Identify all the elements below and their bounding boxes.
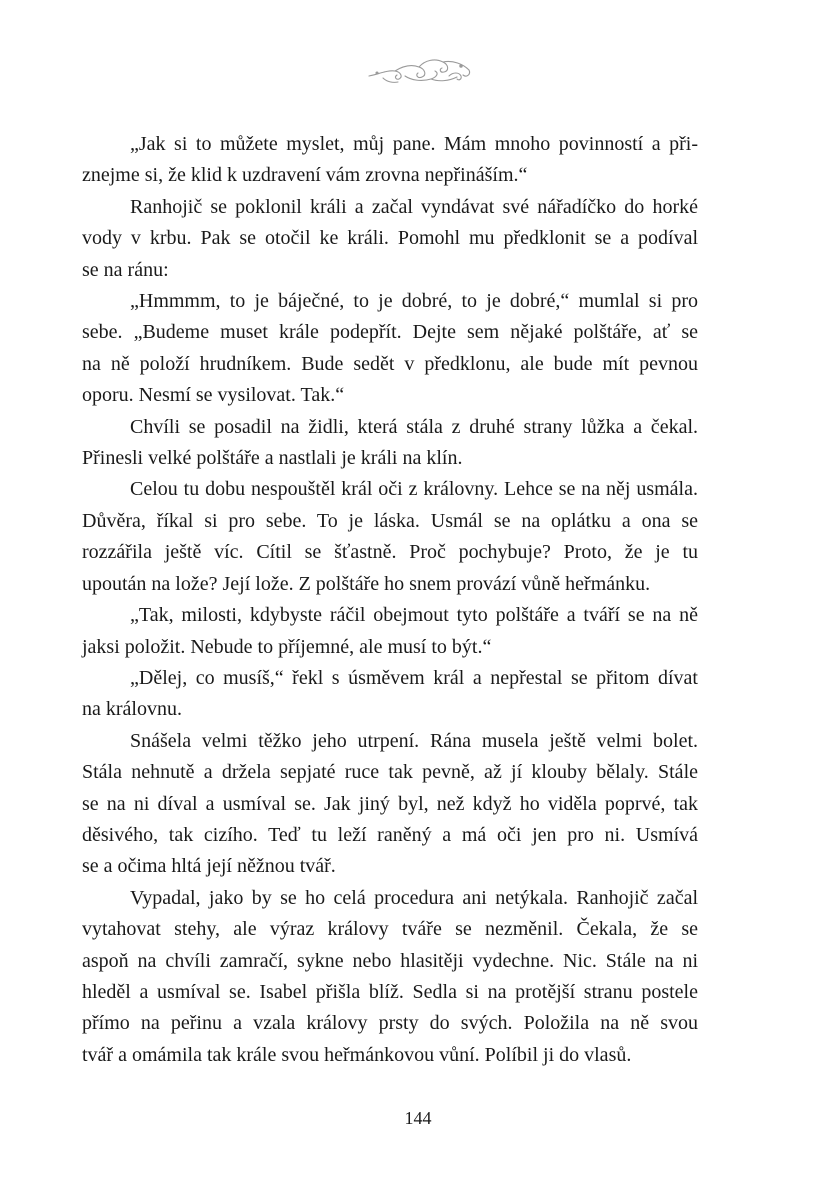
text-line: Snášela velmi těžko jeho utrpení. Rána musela ještě velmi bolet. [130, 729, 698, 752]
paragraph [82, 883, 698, 1071]
text-line: Chvíli se posadil na židli, která stála z druhé strany lůžka a čekal. [130, 415, 698, 438]
text-line: děsivého, tak cizího. Teď tu leží raněný a má oči jen pro ni. Usmívá [82, 823, 698, 846]
text-line: vody v krbu. Pak se otočil ke králi. Pomohl mu předklonit se a podíval [82, 227, 698, 250]
floral-flourish-icon [365, 52, 475, 88]
paragraph [82, 726, 698, 883]
paragraph [82, 474, 698, 600]
text-line: tvář a omámila tak krále svou heřmánkovou vůní. Políbil ji do vlasů. [82, 1043, 632, 1066]
text-line: „Tak, milosti, kdybyste ráčil obejmout tyto polštáře a tváří se na ně [130, 604, 698, 627]
text-line: vytahovat stehy, ale výraz královy tváře se nezměnil. Čekala, že se [82, 918, 698, 941]
text-line: na ně položí hrudníkem. Bude sedět v předklonu, ale bude mít pevnou [82, 352, 698, 375]
paragraph [82, 192, 698, 286]
paragraph [82, 129, 698, 192]
text-line: aspoň na chvíli zamračí, sykne nebo hlasitěji vydechne. Nic. Stále na ni [82, 949, 698, 972]
text-line: se na ránu: [82, 258, 169, 281]
text-line: oporu. Nesmí se vysilovat. Tak.“ [82, 384, 345, 407]
text-line: rozzářila ještě víc. Cítil se šťastně. Proč pochybuje? Proto, že je tu [82, 541, 698, 564]
text-line: „Hmmmm, to je báječné, to je dobré, to je dobré,“ mumlal si pro [130, 290, 698, 313]
text-line: „Jak si to můžete myslet, můj pane. Mám mnoho povinností a při- [130, 133, 698, 155]
text-line: Stála nehnutě a držela sepjaté ruce tak pevně, až jí klouby bělaly. Stále [82, 761, 698, 784]
text-line: se a očima hltá její něžnou tvář. [82, 855, 336, 878]
text-line: Důvěra, říkal si pro sebe. To je láska. Usmál se na oplátku a ona se [82, 509, 698, 532]
text-line: Celou tu dobu nespouštěl král oči z královny. Lehce se na něj usmála. [130, 478, 698, 501]
paragraph [82, 663, 698, 726]
text-line: upoután na lože? Její lože. Z polštáře ho snem provází vůně heřmánku. [82, 572, 651, 595]
text-line: přímo na peřinu a vzala královy prsty do svých. Položila na ně svou [82, 1012, 698, 1035]
page-number: 144 [404, 1108, 432, 1128]
text-line: se na ni díval a usmíval se. Jak jiný byl, než když ho viděla poprvé, tak [82, 792, 698, 815]
paragraph [82, 600, 698, 663]
paragraph [82, 412, 698, 475]
text-line: znejme si, že klid k uzdravení vám zrovna nepřináším.“ [82, 164, 528, 187]
text-line: Ranhojič se poklonil králi a začal vyndávat své nářadíčko do horké [130, 195, 698, 218]
text-line: na královnu. [82, 698, 182, 721]
text-line: jaksi položit. Nebude to příjemné, ale musí to být.“ [82, 635, 492, 658]
text-line: hleděl a usmíval se. Isabel přišla blíž. Sedla si na protější stranu postele [82, 980, 698, 1003]
text-line: Vypadal, jako by se ho celá procedura ani netýkala. Ranhojič začal [130, 886, 698, 909]
paragraph [82, 286, 698, 412]
body-text [82, 129, 698, 1071]
text-line: sebe. „Budeme muset krále podepřít. Dejte sem nějaké polštáře, ať se [82, 321, 698, 344]
text-line: „Dělej, co musíš,“ řekl s úsměvem král a nepřestal se přitom dívat [130, 666, 698, 689]
text-line: Přinesli velké polštáře a nastlali je králi na klín. [82, 447, 463, 470]
